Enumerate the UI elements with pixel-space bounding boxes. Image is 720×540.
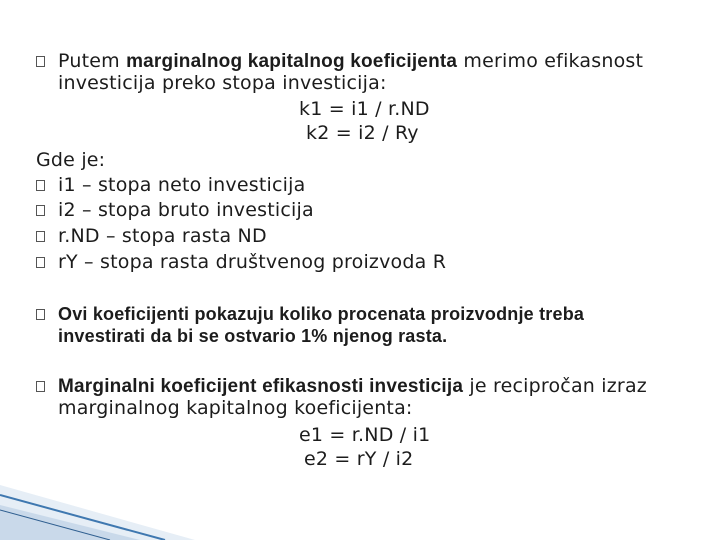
bullet-icon [36,180,45,191]
def-rnd: r.ND – stopa rasta ND [58,225,267,247]
def-ry: rY – stopa rasta društvenog proizvoda R [58,251,447,273]
formula-k2: k2 = i2 / Ry [306,122,419,144]
gde-je-label: Gde je: [36,149,106,171]
formula-k1: k1 = i1 / r.ND [299,98,430,120]
p3-bold-term: Marginalni koeficijent efikasnosti investicija [58,376,464,397]
p1-line2: investicija preko stopa investicija: [58,72,387,94]
formula-e1: e1 = r.ND / i1 [299,424,431,446]
p2-line1: Ovi koeficijenti pokazuju koliko procenata proizvodnje treba [58,304,585,324]
bullet-icon [36,205,45,216]
p1-post: merimo efikasnost [457,50,644,72]
p3-post: je recipročan izraz [463,375,647,397]
formula-e2: e2 = rY / i2 [304,448,414,470]
bullet-icon [36,56,45,67]
p1-bold-term: marginalnog kapitalnog koeficijenta [126,51,458,72]
bullet-icon [36,309,45,320]
def-i2: i2 – stopa bruto investicija [58,199,314,221]
def-i1: i1 – stopa neto investicija [58,174,306,196]
p3-line2: marginalnog kapitalnog koeficijenta: [58,397,413,419]
p2-line2: investirati da bi se ostvario 1% njenog rasta. [58,326,448,346]
p1-pre: Putem [58,50,127,72]
corner-decoration [0,450,200,540]
bullet-icon [36,381,45,392]
bullet-icon [36,231,45,242]
bullet-icon [36,257,45,268]
